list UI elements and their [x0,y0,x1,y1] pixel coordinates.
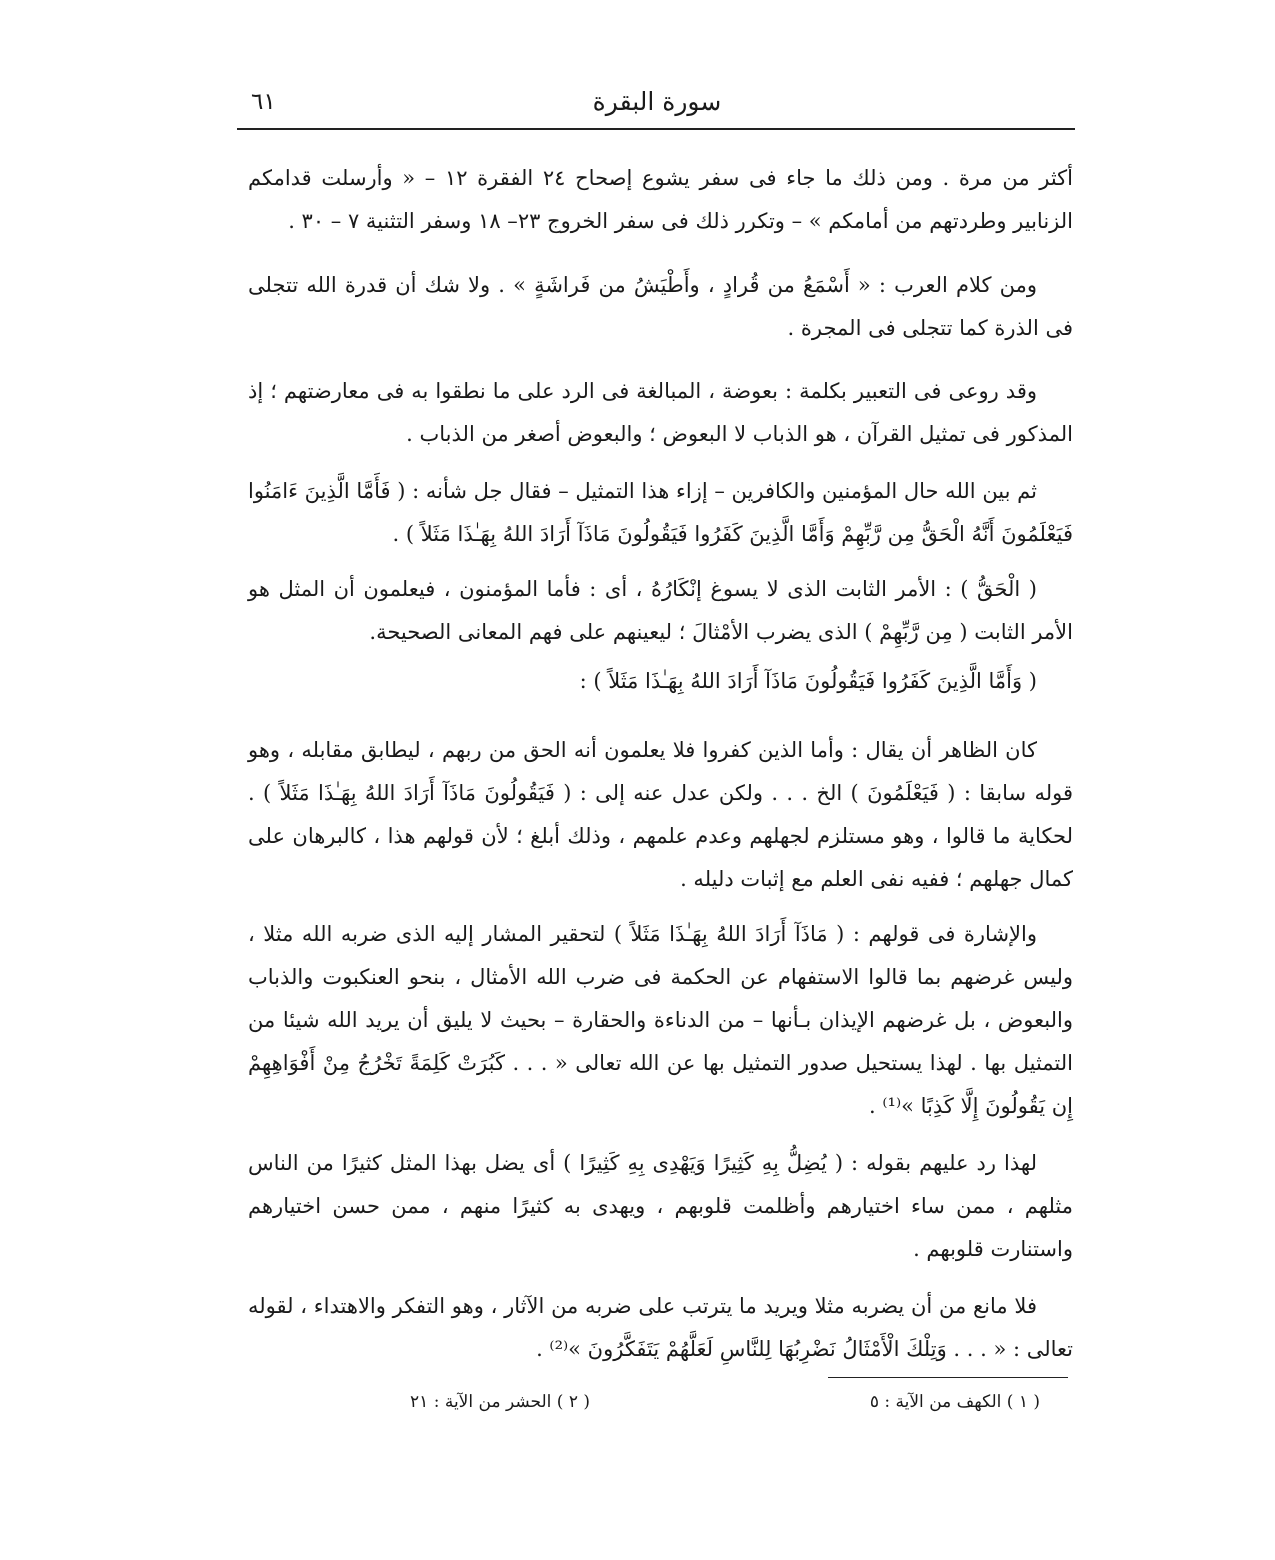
footnotes [300,1388,1040,1418]
page-body [248,153,1073,1371]
footnote-divider [828,1377,1068,1378]
running-title: سورة البقرة [592,87,722,116]
paragraph-10: فلا مانع من أن يضربه مثلا ويريد ما يترتب على ضربه من الآثار ، وهو التفكر والاهتداء ، لقوله تعالى : « . . . وَتِلْكَ الْأَمْثَالُ نَضْرِبُهَا لِلنَّاسِ لَعَلَّهُمْ يَتَفَكَّرُونَ »⁽²⁾ . [248,1294,1073,1361]
page-header [237,82,1077,126]
paragraph-5: ( الْحَقُّ ) : الأمر الثابت الذى لا يسوغ إنْكَارُهُ ، أى : فأما المؤمنون ، فيعلمون أن المثل هو الأمر الثابت ( مِن رَّبِّهِمْ ) الذى يضرب الأمْثالَ ؛ ليعينهم على فهم المعانى الصحيحة. [248,577,1073,644]
paragraph-9: لهذا رد عليهم بقوله : ( يُضِلُّ بِهِ كَثِيرًا وَيَهْدِى بِهِ كَثِيرًا ) أى يضل بهذا المثل كثيرًا من الناس مثلهم ، ممن ساء اختيارهم وأظلمت قلوبهم ، ويهدى به كثيرًا منهم ، ممن حسن اختيارهم واستنارت قلوبهم . [248,1151,1073,1261]
paragraph-2: ومن كلام العرب : « أَسْمَعُ من قُرادٍ ، وأَطْيَشُ من فَراشَةٍ » . ولا شك أن قدرة الله تتجلى فى الذرة كما تتجلى فى المجرة . [248,273,1073,340]
paragraph-1: أكثر من مرة . ومن ذلك ما جاء فى سفر يشوع إصحاح ٢٤ الفقرة ١٢ – « وأرسلت قدامكم الزنابير وطردتهم من أمامكم » – وتكرر ذلك فى سفر الخروج ٢٣– ١٨ وسفر التثنية ٧ – ٣٠ . [248,166,1073,233]
paragraph-7: كان الظاهر أن يقال : وأما الذين كفروا فلا يعلمون أنه الحق من ربهم ، ليطابق مقابله ، وهو قوله سابقا : ( فَيَعْلَمُونَ ) الخ . . . ولكن عدل عنه إلى : ( فَيَقُولُونَ مَاذَآ أَرَادَ اللهُ بِهَـٰذَا مَثَلاً ) . لحكاية ما قالوا ، وهو مستلزم لجهلهم وعدم علمهم ، وذلك أبلغ ؛ لأن قولهم هذا ، كالبرهان على كمال جهلهم ؛ ففيه نفى العلم مع إثبات دليله . [248,738,1073,891]
header-divider [237,128,1075,130]
paragraph-3: وقد روعى فى التعبير بكلمة : بعوضة ، المبالغة فى الرد على ما نطقوا به فى معارضتهم ؛ إذ المذكور فى تمثيل القرآن ، هو الذباب لا البعوض ؛ والبعوض أصغر من الذباب . [248,379,1073,446]
footnote-2: ( ٢ ) الحشر من الآية : ٢١ [410,1392,590,1412]
paragraph-4: ثم بين الله حال المؤمنين والكافرين – إزاء هذا التمثيل – فقال جل شأنه : ( فَأَمَّا الَّذِينَ ءَامَنُوا فَيَعْلَمُونَ أَنَّهُ الْحَقُّ مِن رَّبِّهِمْ وَأَمَّا الَّذِينَ كَفَرُوا فَيَقُولُونَ مَاذَآ أَرَادَ اللهُ بِهَـٰذَا مَثَلاً ) . [248,479,1073,546]
paragraph-6: ( وَأَمَّا الَّذِينَ كَفَرُوا فَيَقُولُونَ مَاذَآ أَرَادَ اللهُ بِهَـٰذَا مَثَلاً ) : [579,669,1037,693]
footnote-1: ( ١ ) الكهف من الآية : ٥ [869,1392,1040,1412]
page-number: ٦١ [251,89,276,115]
paragraph-8: والإشارة فى قولهم : ( مَاذَآ أَرَادَ اللهُ بِهَـٰذَا مَثَلاً ) لتحقير المشار إليه الذى ضربه الله مثلا ، وليس غرضهم بما قالوا الاستفهام عن الحكمة فى ضرب الله الأمثال ، بنحو العنكبوت والذباب والبعوض ، بل غرضهم الإيذان بـأنها – من الدناءة والحقارة – بحيث لا يليق أن يريد الله شيئا من التمثيل بها . لهذا يستحيل صدور التمثيل بها عن الله تعالى « . . . كَبُرَتْ كَلِمَةً تَخْرُجُ مِنْ أَفْوَاهِهِمْ إِن يَقُولُونَ إِلَّا كَذِبًا »⁽¹⁾ . [248,922,1073,1118]
